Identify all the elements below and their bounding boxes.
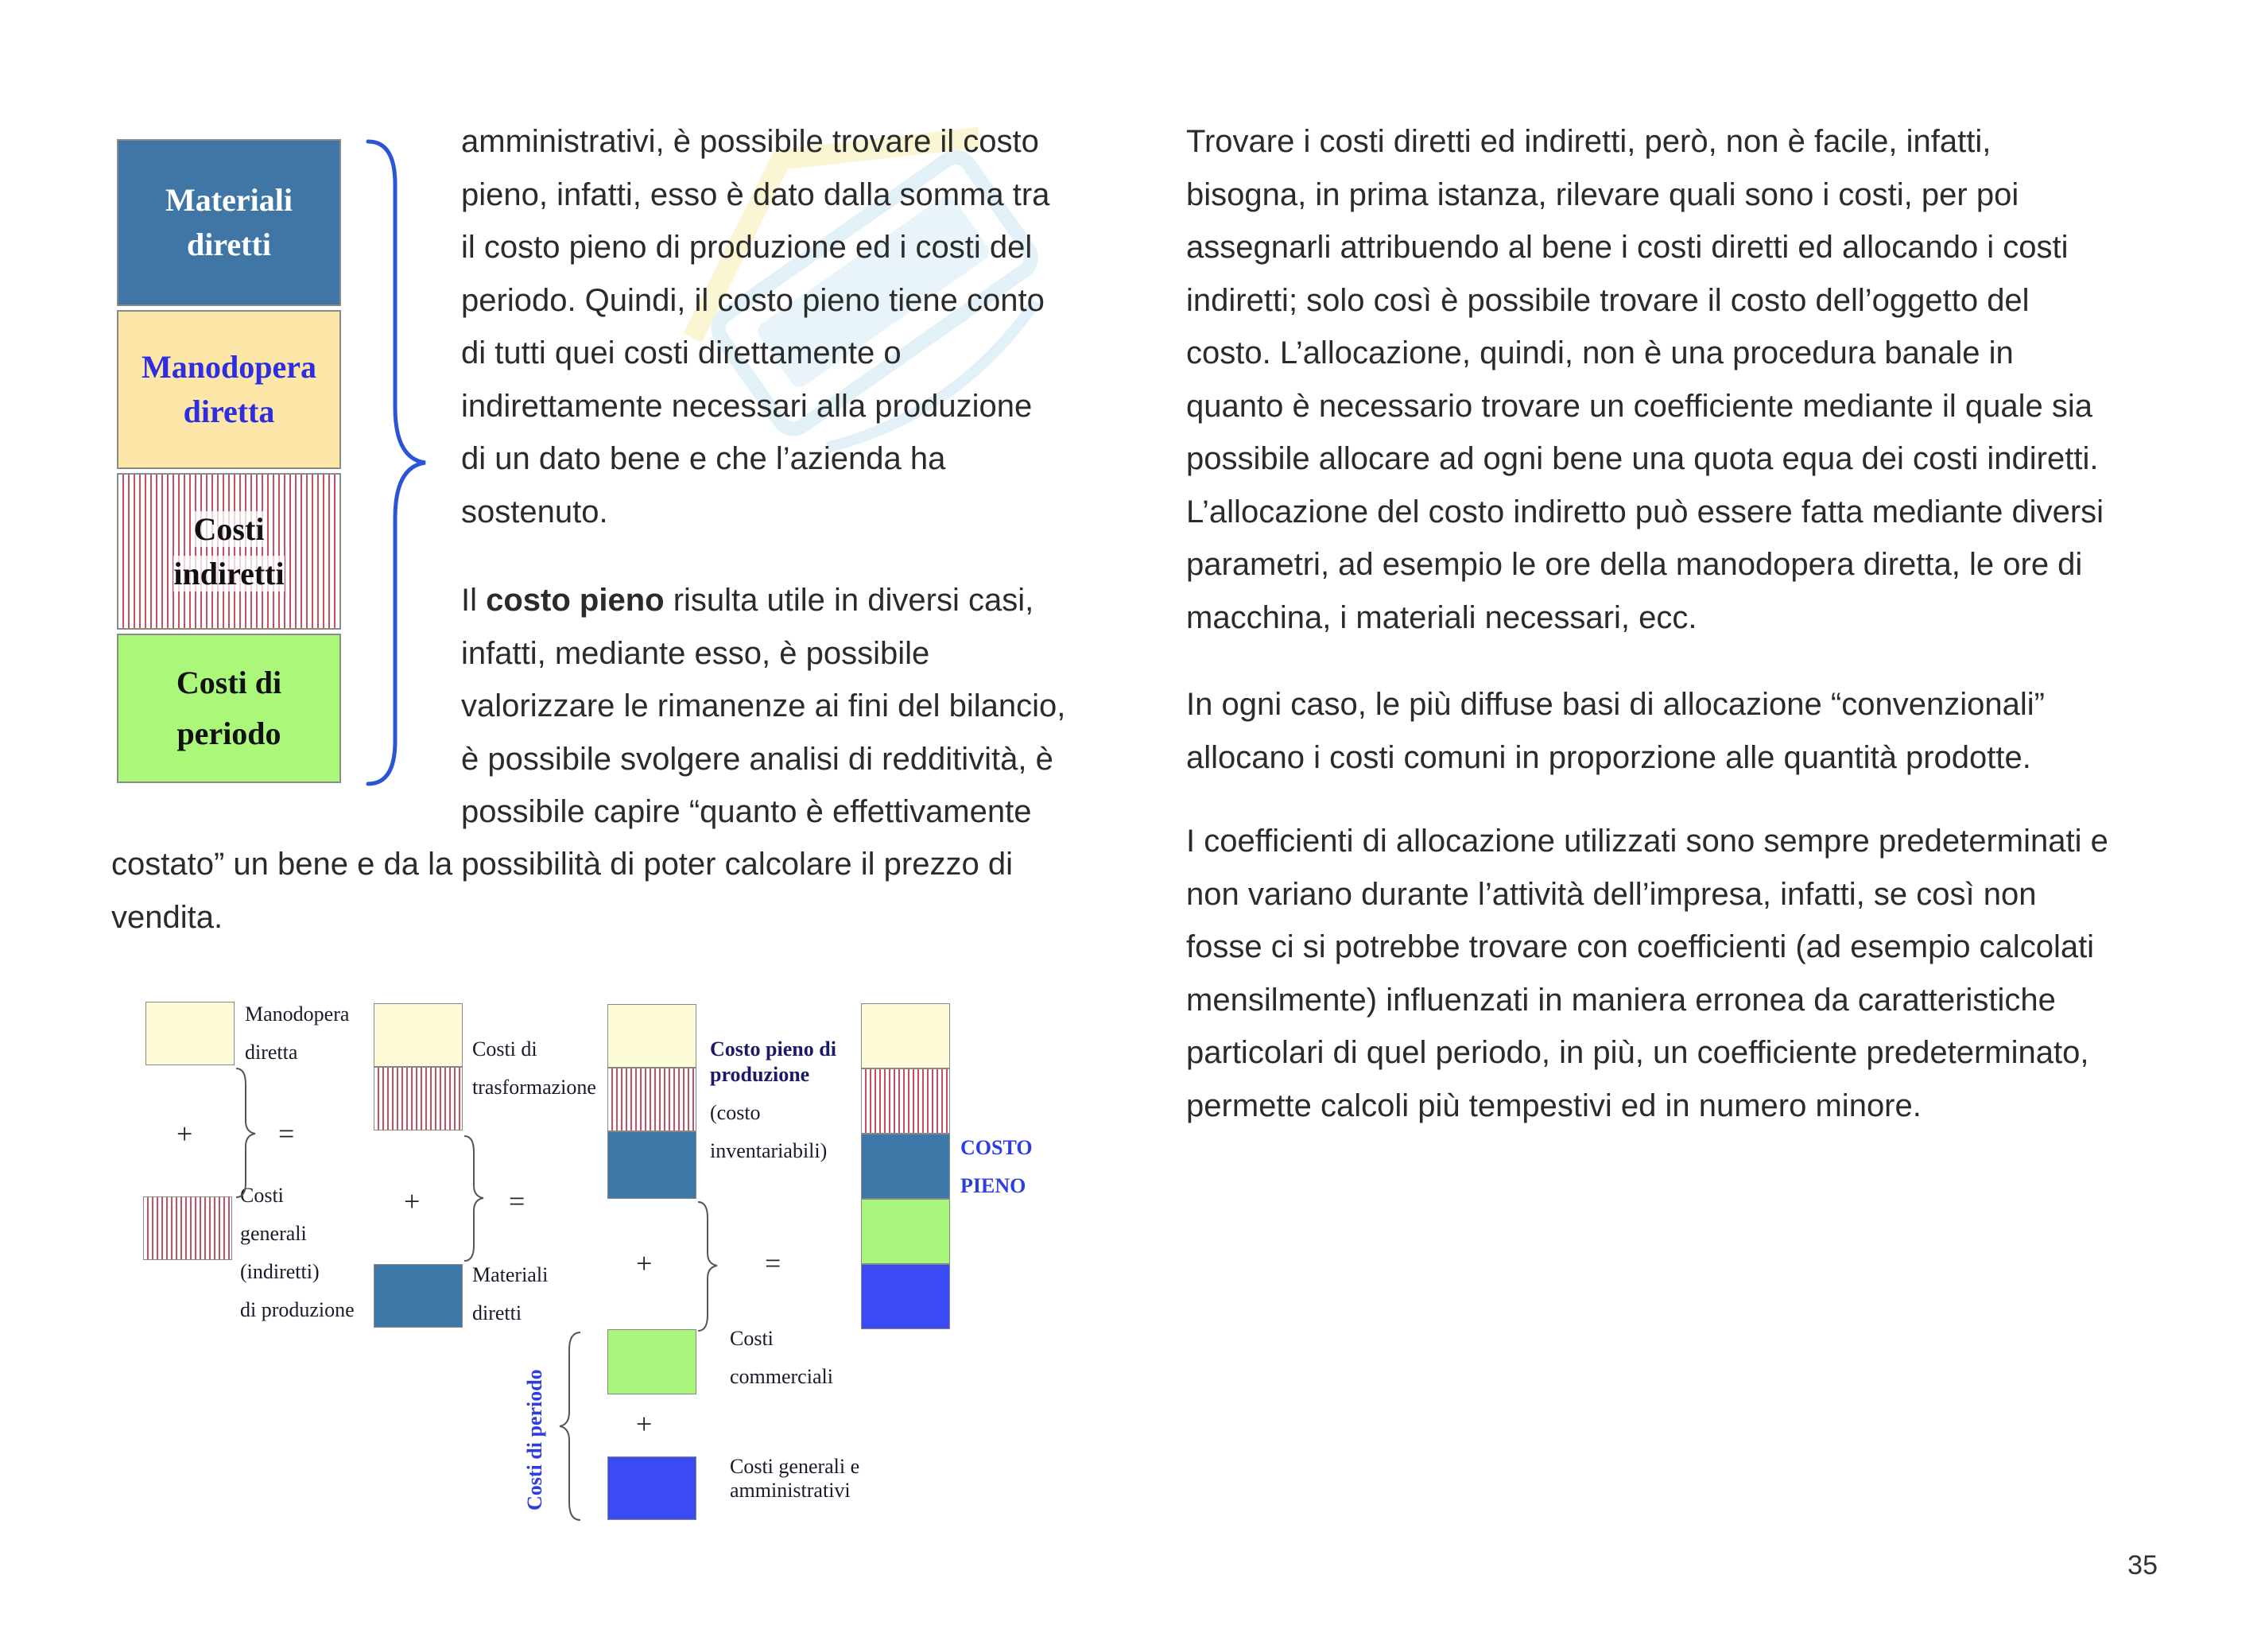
label-costo-pieno-produzione: Costo pieno di produzione [710, 1037, 836, 1086]
right-paragraph-2: In ogni caso, le più diffuse basi di allocazione “convenzionali” allocano i costi comuni in proporzione alle quantità prodotte. [1186, 687, 2045, 775]
label-costi-di-periodo: Costi di periodo [523, 1369, 546, 1510]
left-paragraph-1: amministrativi, è possibile trovare il costo pieno, infatti, esso è dato dalla somma tra il costo pieno di produzione ed i costi del periodo. Quindi, il costo pieno tiene conto di tutti quei costi direttamente o indirettamente necessari alla produzione di un dato bene e che l’azienda ha sostenuto. [461, 124, 1050, 529]
brace-icon [463, 1133, 494, 1264]
box-trasformazione-top [374, 1003, 463, 1067]
stack-costi-indiretti: Costi indiretti [117, 473, 341, 630]
right-paragraph-3: I coefficienti di allocazione utilizzati sono sempre predeterminati e non variano durante l’attività dell’impresa, infatti, se così non fosse ci si potrebbe trovare con coefficienti (ad esempio calcolati mensilmente) influenzati in maniera erronea da caratteristiche particolari di quel periodo, in più, un coefficiente predeterminato, permette calcoli più tempestivi ed in numero minore. [1186, 824, 2108, 1123]
box-pieno-produzione-1 [607, 1004, 696, 1068]
stack-manodopera-diretta: Manodopera diretta [117, 310, 341, 469]
label-costo-pieno: COSTO PIENO [960, 1136, 1033, 1197]
label-materiali-diretti: Materiali diretti [472, 1263, 549, 1324]
box-costi-generali [143, 1196, 232, 1260]
page-number: 35 [2127, 1550, 2158, 1580]
brace-icon [362, 137, 437, 789]
equals-sign: = [765, 1247, 781, 1279]
left-paragraph-2-continued: costato” un bene e da la possibilità di poter calcolare il prezzo di vendita. [111, 847, 1013, 935]
label-costo-inventariabili: (costo inventariabili) [710, 1101, 828, 1162]
label-costi-generali: Costi generali (indiretti) di produzione [240, 1184, 355, 1321]
brace-icon [558, 1329, 598, 1524]
box-pieno-produzione-2 [607, 1068, 696, 1131]
plus-sign: + [636, 1247, 653, 1279]
box-costo-pieno-5 [861, 1264, 950, 1329]
right-paragraph-1: Trovare i costi diretti ed indiretti, però, non è facile, infatti, bisogna, in prima istanza, rilevare quali sono i costi, per poi assegnarli attribuendo al bene i costi diretti ed allocando i costi indiretti; solo così è possibile trovare il costo dell’oggetto del costo. L’allocazione, quindi, non è una procedura banale in quanto è necessario trovare un coefficiente mediante il quale sia possibile allocare ad ogni bene una quota equa dei costi indiretti. L’allocazione del costo indiretto può essere fatta mediante diversi parametri, ad esempio le ore della manodopera diretta, le ore di macchina, i materiali necessari, ecc. [1186, 124, 2104, 635]
box-manodopera-diretta [145, 1002, 235, 1065]
label-costi-trasformazione: Costi di trasformazione [472, 1037, 596, 1099]
box-costo-pieno-1 [861, 1003, 950, 1068]
stack-materiali-diretti: Materiali diretti [117, 139, 341, 306]
box-costi-generali-amministrativi [607, 1456, 696, 1520]
brace-icon [696, 1199, 728, 1334]
label-costi-generali-amministrativi: Costi generali e amministrativi [730, 1455, 860, 1502]
box-costo-pieno-3 [861, 1134, 950, 1199]
box-costo-pieno-2 [861, 1068, 950, 1134]
plus-sign: + [176, 1118, 193, 1150]
box-costi-commerciali [607, 1329, 696, 1394]
label-costi-commerciali: Costi commerciali [730, 1327, 833, 1388]
left-paragraph-2: Il costo pieno risulta utile in diversi casi, infatti, mediante esso, è possibile valorizzare le rimanenze ai fini del bilancio, è possibile svolgere analisi di redditività, è possibile capire “quanto è effettivamente [461, 583, 1066, 829]
plus-sign: + [404, 1185, 421, 1217]
plus-sign: + [636, 1408, 653, 1440]
box-trasformazione-bottom [374, 1067, 463, 1130]
box-costo-pieno-4 [861, 1199, 950, 1264]
box-pieno-produzione-3 [607, 1131, 696, 1199]
equals-sign: = [278, 1118, 295, 1150]
brace-icon [235, 1065, 266, 1200]
equals-sign: = [509, 1185, 525, 1217]
label-manodopera-diretta: Manodopera diretta [245, 1002, 350, 1064]
stack-costi-di-periodo: Costi di periodo [117, 634, 341, 783]
box-materiali-diretti [374, 1264, 463, 1328]
costo-pieno-bold: costo pieno [486, 583, 665, 618]
